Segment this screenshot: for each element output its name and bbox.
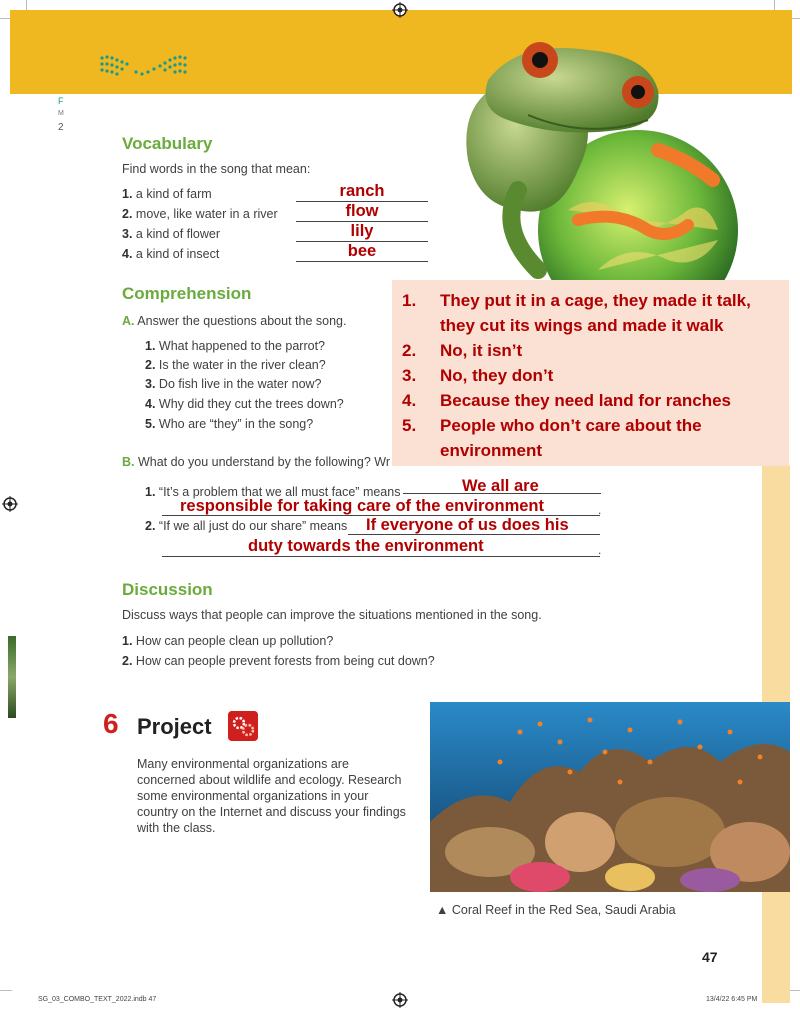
discussion-item xyxy=(122,634,333,648)
part-b-instruction xyxy=(122,455,390,469)
vocabulary-instruction: Find words in the song that mean: xyxy=(122,162,311,176)
item-number: 3. xyxy=(122,227,133,241)
project-description: Many environmental organizations are concerned about wildlife and ecology. Research some environmental organizations in your country on the Internet and discuss your findings with the class. xyxy=(137,757,406,835)
project-title: Project xyxy=(137,714,212,739)
meaning-item xyxy=(145,519,347,533)
discussion-heading: Discussion xyxy=(122,580,213,599)
discussion-instruction: Discuss ways that people can improve the situations mentioned in the song. xyxy=(122,608,542,622)
vocab-text: move, like water in a river xyxy=(135,207,278,221)
meaning-prompt: “If we all just do our share” means xyxy=(158,519,348,533)
question-text: Do fish live in the water now? xyxy=(158,377,322,391)
item-number: 4. xyxy=(145,397,156,411)
frog-on-globe-image xyxy=(448,40,740,284)
answer-number: 5. xyxy=(402,416,417,435)
answer-text: No, they don’t xyxy=(440,366,554,385)
question-item xyxy=(145,397,344,411)
answer-number: 2. xyxy=(402,341,417,360)
question-text: Why did they cut the trees down? xyxy=(158,397,344,411)
handwritten-answer: duty towards the environment xyxy=(248,537,484,555)
page-number: 47 xyxy=(702,949,718,965)
vocab-item xyxy=(122,207,278,221)
instruction-text: Answer the questions about the song. xyxy=(137,314,347,328)
item-number: 4. xyxy=(122,247,133,261)
handwritten-answer: responsible for taking care of the environment xyxy=(180,497,544,515)
answer-text: No, it isn’t xyxy=(440,341,523,360)
vocab-answer: ranch xyxy=(296,182,428,202)
footer-file: SG_03_COMBO_TEXT_2022.indb 47 xyxy=(38,996,157,1003)
vocabulary-heading: Vocabulary xyxy=(122,134,213,153)
vocab-answer: flow xyxy=(296,202,428,222)
question-text: How can people clean up pollution? xyxy=(135,634,334,648)
answer-text: Because they need land for ranches xyxy=(440,391,731,410)
coral-reef-photo xyxy=(430,702,790,892)
item-number: 1. xyxy=(122,187,133,201)
comprehension-heading: Comprehension xyxy=(122,284,252,303)
meaning-prompt: “It’s a problem that we all must face” means xyxy=(158,485,401,499)
handwritten-answer: We all are xyxy=(462,477,539,495)
instruction-text: What do you understand by the following? Wr xyxy=(137,455,390,469)
answer-number: 4. xyxy=(402,391,417,410)
item-number: 5. xyxy=(145,417,156,431)
question-item xyxy=(145,417,313,431)
discussion-item xyxy=(122,654,435,668)
vocab-item xyxy=(122,187,212,201)
period: . xyxy=(598,543,602,557)
gear-icon xyxy=(228,711,258,741)
vocab-text: a kind of flower xyxy=(135,227,220,241)
item-number: 1. xyxy=(122,634,133,648)
handwritten-answer: If everyone of us does his xyxy=(366,516,569,534)
vocab-item xyxy=(122,227,220,241)
answer-number: 1. xyxy=(402,291,417,310)
crop-mark xyxy=(0,990,12,991)
vocab-answer: lily xyxy=(296,222,428,242)
question-text: Is the water in the river clean? xyxy=(158,358,326,372)
question-text: What happened to the parrot? xyxy=(158,339,326,353)
margin-fragment: F xyxy=(58,96,64,106)
answer-box xyxy=(392,280,789,466)
answer-text: They put it in a cage, they made it talk, xyxy=(440,291,751,310)
answer-text: they cut its wings and made it walk xyxy=(440,316,724,335)
registration-mark-icon xyxy=(2,496,18,512)
answer-text: environment xyxy=(440,441,543,460)
margin-fragment: 2 xyxy=(58,122,64,133)
vocab-text: a kind of insect xyxy=(135,247,220,261)
item-number: 2. xyxy=(122,207,133,221)
answer-number: 3. xyxy=(402,366,417,385)
question-text: Who are “they” in the song? xyxy=(158,417,314,431)
margin-fragment: M xyxy=(58,110,64,117)
image-caption: ▲ Coral Reef in the Red Sea, Saudi Arabia xyxy=(436,903,676,917)
part-letter: B. xyxy=(122,455,135,469)
project-number: 6 xyxy=(103,708,119,739)
part-letter: A. xyxy=(122,314,135,328)
margin-image-fragment xyxy=(8,636,16,718)
answer-text: People who don’t care about the xyxy=(440,416,702,435)
question-item xyxy=(145,377,322,391)
item-number: 2. xyxy=(122,654,133,668)
item-number: 2. xyxy=(145,358,156,372)
vocab-answer: bee xyxy=(296,242,428,262)
footer-date: 13/4/22 6:45 PM xyxy=(706,996,758,1003)
vocab-item xyxy=(122,247,219,261)
ministry-logo xyxy=(98,52,192,80)
vocab-text: a kind of farm xyxy=(135,187,212,201)
question-text: How can people prevent forests from being cut down? xyxy=(135,654,435,668)
period: . xyxy=(598,503,602,517)
question-item xyxy=(145,339,325,353)
part-a-instruction xyxy=(122,314,346,328)
item-number: 3. xyxy=(145,377,156,391)
registration-mark-icon xyxy=(392,2,408,18)
registration-mark-icon xyxy=(392,992,408,1008)
item-number: 2. xyxy=(145,519,156,533)
question-item xyxy=(145,358,326,372)
item-number: 1. xyxy=(145,485,156,499)
item-number: 1. xyxy=(145,339,156,353)
